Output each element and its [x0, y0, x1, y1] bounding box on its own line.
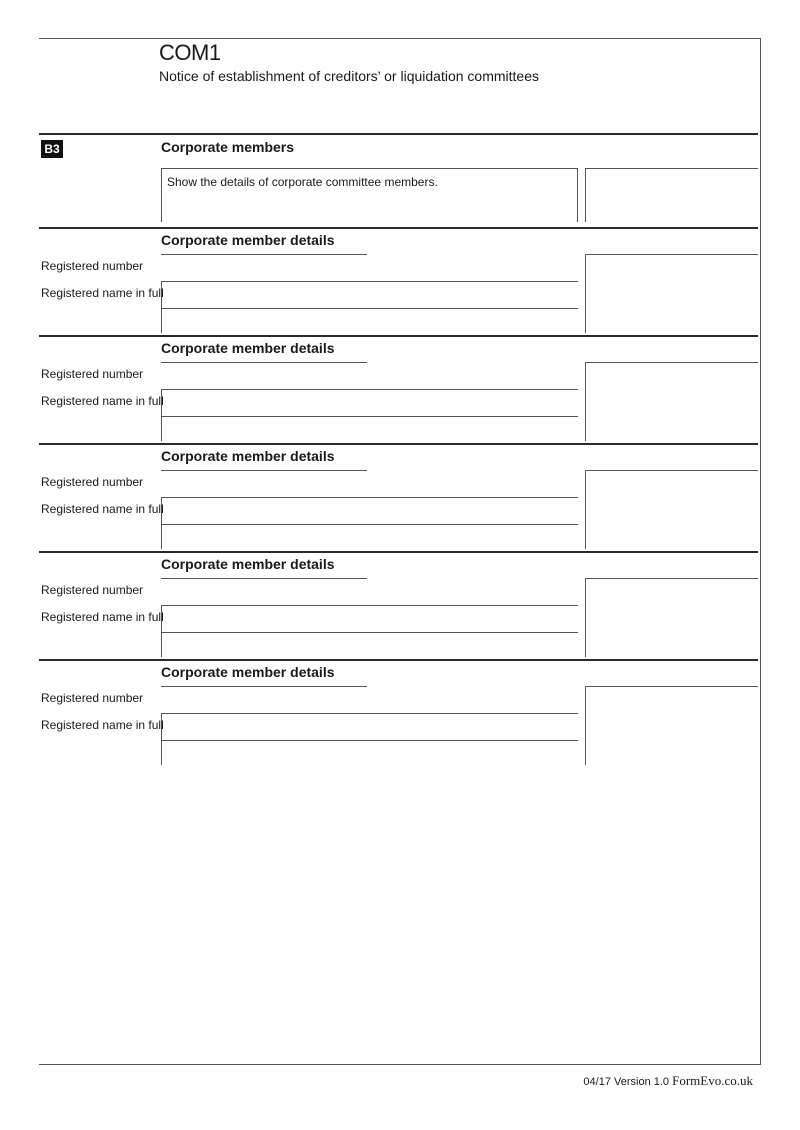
side-note-left	[585, 362, 586, 441]
registered-number-label: Registered number	[41, 259, 144, 273]
registered-number-field[interactable]	[161, 686, 369, 712]
side-note-left	[585, 470, 586, 549]
member-details-heading: Corporate member details	[161, 664, 335, 680]
block-rule	[39, 443, 758, 445]
section-badge: B3	[41, 140, 63, 158]
name-field-bottom	[161, 632, 578, 633]
registered-number-label: Registered number	[41, 583, 144, 597]
member-details-heading: Corporate member details	[161, 448, 335, 464]
block-rule	[39, 659, 758, 661]
name-field-bottom	[161, 308, 578, 309]
side-note-top	[585, 254, 758, 255]
name-field-2-left	[161, 308, 162, 333]
bottom-rule	[39, 1064, 761, 1065]
number-field-top	[161, 362, 367, 363]
instruction-box-right	[577, 168, 578, 222]
name-field-bottom	[161, 524, 578, 525]
number-field-top	[161, 470, 367, 471]
form-code: COM1	[159, 40, 221, 65]
side-note-left	[585, 254, 586, 333]
member-details-heading: Corporate member details	[161, 556, 335, 572]
registered-name-label: Registered name in full	[41, 286, 164, 300]
footer-brand: FormEvo.co.uk	[672, 1073, 753, 1088]
registered-name-label: Registered name in full	[41, 502, 164, 516]
registered-number-field[interactable]	[161, 578, 369, 604]
name-field-2-left	[161, 524, 162, 549]
side-note-left	[585, 578, 586, 657]
footer-version: 04/17 Version 1.0	[583, 1076, 670, 1088]
name-field-2-left	[161, 740, 162, 765]
top-rule	[39, 38, 761, 39]
side-note-top	[585, 578, 758, 579]
right-margin-rule	[760, 38, 761, 1064]
section-heading: Corporate members	[161, 139, 295, 155]
side-note-top	[585, 470, 758, 471]
footer	[583, 1073, 753, 1089]
side-note-top	[585, 362, 758, 363]
section-rule	[39, 133, 758, 135]
name-field-2-left	[161, 416, 162, 441]
member-details-heading: Corporate member details	[161, 232, 335, 248]
registered-name-field[interactable]	[162, 390, 577, 415]
block-rule	[39, 335, 758, 337]
name-field-bottom	[161, 740, 578, 741]
instruction-box-left	[161, 168, 162, 222]
registered-number-field[interactable]	[161, 254, 369, 280]
registered-number-label: Registered number	[41, 475, 144, 489]
name-field-bottom	[161, 416, 578, 417]
registered-number-label: Registered number	[41, 691, 144, 705]
number-field-top	[161, 686, 367, 687]
registered-number-field[interactable]	[161, 470, 369, 496]
block-rule	[39, 551, 758, 553]
registered-name-field[interactable]	[162, 606, 577, 631]
member-details-heading: Corporate member details	[161, 340, 335, 356]
form-title: Notice of establishment of creditors’ or liquidation committees	[159, 68, 539, 84]
side-note-top	[585, 686, 758, 687]
block-rule	[39, 227, 758, 229]
registered-number-field[interactable]	[161, 362, 369, 388]
side-note-box-left	[585, 168, 586, 222]
registered-name-field[interactable]	[162, 498, 577, 523]
number-field-top	[161, 254, 367, 255]
registered-name-field[interactable]	[162, 714, 577, 739]
registered-name-label: Registered name in full	[41, 394, 164, 408]
registered-name-label: Registered name in full	[41, 718, 164, 732]
registered-number-label: Registered number	[41, 367, 144, 381]
registered-name-label: Registered name in full	[41, 610, 164, 624]
side-note-left	[585, 686, 586, 765]
number-field-top	[161, 578, 367, 579]
registered-name-field[interactable]	[162, 282, 577, 307]
instruction-box-top	[161, 168, 578, 169]
instruction-text: Show the details of corporate committee members.	[167, 175, 438, 189]
name-field-2-left	[161, 632, 162, 657]
side-note-box-top	[585, 168, 758, 169]
